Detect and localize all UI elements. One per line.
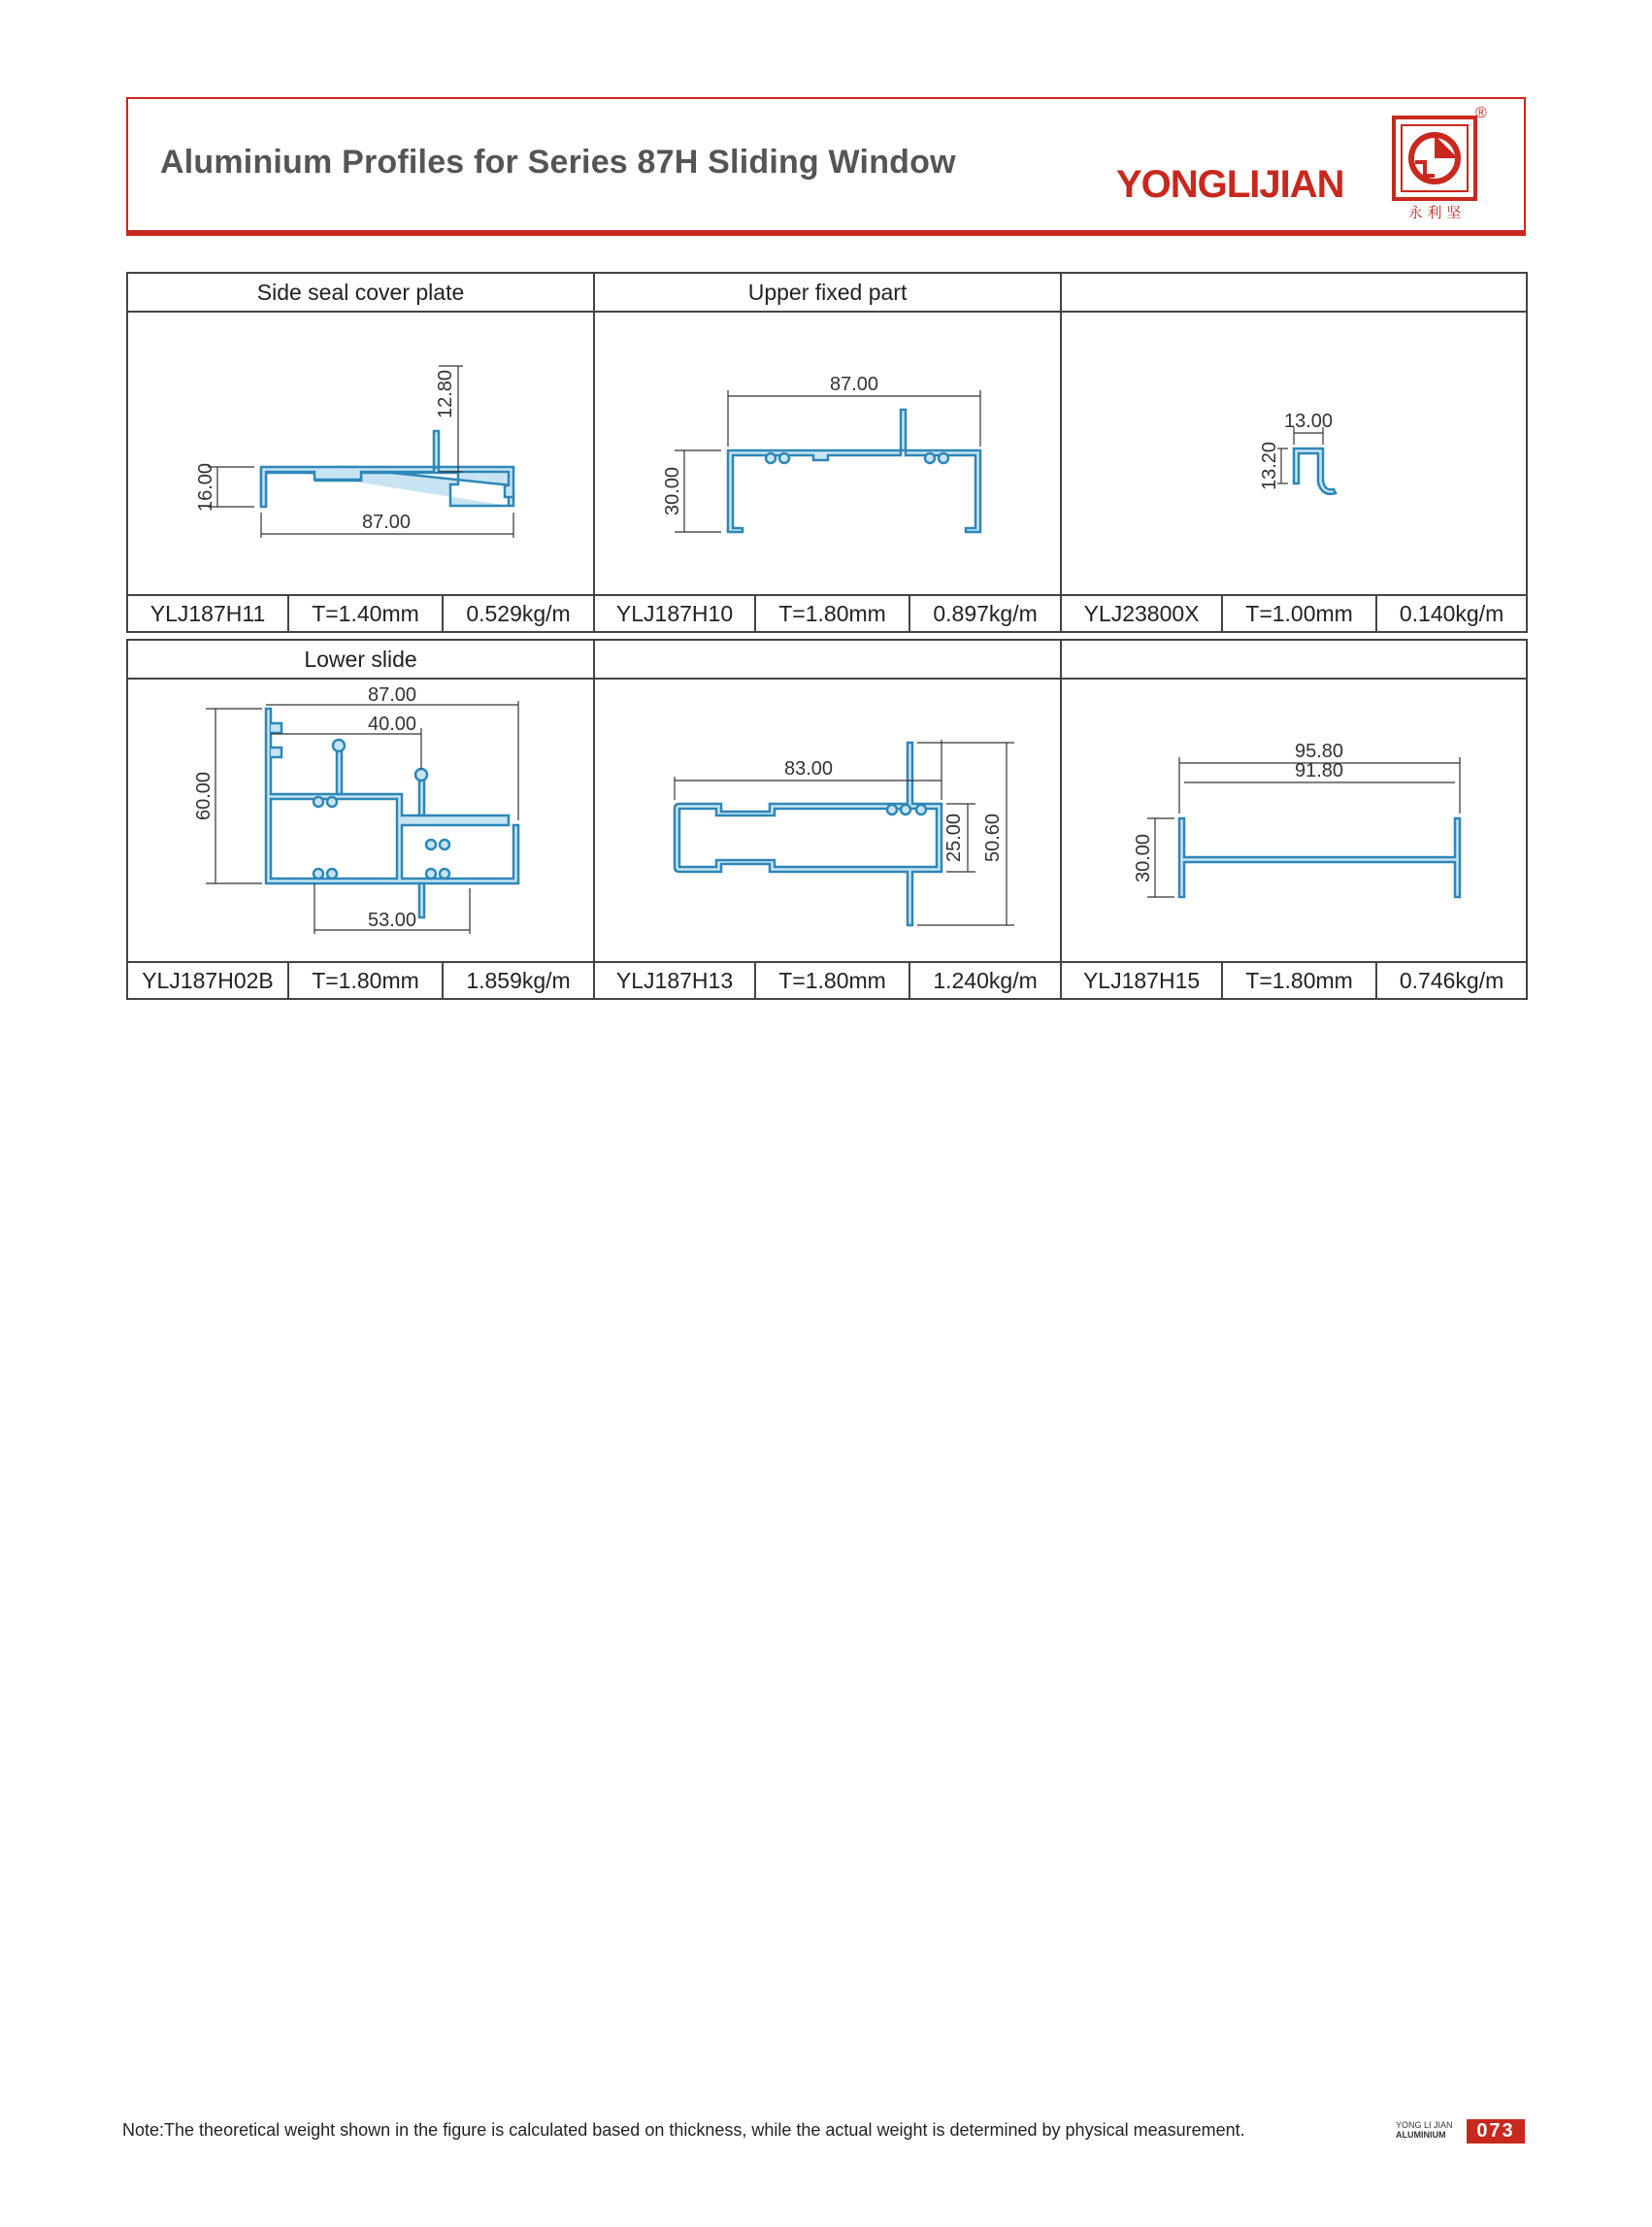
- profile-name: [594, 640, 1061, 679]
- profile-drawing-ylj187h02b: [128, 680, 592, 961]
- profile-weight: 0.746kg/m: [1376, 962, 1527, 999]
- profile-name: Side seal cover plate: [127, 273, 594, 312]
- footer-note: Note:The theoretical weight shown in the figure is calculated based on thickness, while the actual weight is determined by physical measurement.: [122, 2120, 1245, 2140]
- profile-thickness: T=1.80mm: [755, 962, 909, 999]
- footer-brand-line-1: YONG LI JIAN: [1396, 2120, 1453, 2130]
- profile-code: YLJ23800X: [1061, 595, 1222, 632]
- profile-drawing-ylj187h15: [1062, 680, 1526, 961]
- profile-drawing-ylj23800x: [1062, 313, 1526, 594]
- profile-table-row-2: [126, 639, 1528, 1000]
- profile-drawing-cell: [594, 312, 1061, 595]
- profile-drawing-ylj187h11: [128, 313, 592, 594]
- dim-height: 16.00: [195, 462, 216, 513]
- profile-code: YLJ187H13: [594, 962, 755, 999]
- profile-weight: 0.529kg/m: [443, 595, 594, 632]
- dim-width: 87.00: [830, 374, 879, 395]
- profile-drawing-cell: [127, 679, 594, 962]
- header-divider: [126, 230, 1526, 236]
- dim-height: 30.00: [662, 466, 684, 516]
- profile-drawing-cell: [127, 312, 594, 595]
- dim-width: 83.00: [784, 758, 834, 780]
- dim-width: 87.00: [367, 684, 417, 706]
- profile-thickness: T=1.80mm: [288, 962, 443, 999]
- profile-thickness: T=1.80mm: [755, 595, 909, 632]
- profile-weight: 0.897kg/m: [909, 595, 1061, 632]
- dim-width: 13.00: [1284, 411, 1334, 432]
- footer-brand-small: [1396, 2120, 1453, 2140]
- dim-inner-width: 91.80: [1295, 760, 1344, 781]
- profile-weight: 1.240kg/m: [909, 962, 1061, 999]
- footer-brand-line-2: ALUMINIUM: [1396, 2130, 1446, 2140]
- profile-drawing-cell: [594, 679, 1061, 962]
- profile-name: Lower slide: [127, 640, 594, 679]
- profile-code: YLJ187H02B: [127, 962, 288, 999]
- profile-drawing-ylj187h10: [595, 313, 1059, 594]
- page-number: 073: [1467, 2119, 1525, 2144]
- profile-thickness: T=1.40mm: [288, 595, 443, 632]
- dim-height: 13.20: [1259, 441, 1281, 491]
- dim-height: 30.00: [1133, 833, 1155, 883]
- brand-logo-icon: [1390, 114, 1479, 222]
- page-header: [126, 97, 1526, 233]
- registered-mark: ®: [1475, 105, 1487, 121]
- profile-table-row-1: [126, 272, 1528, 633]
- dim-height: 60.00: [193, 771, 215, 821]
- profile-drawing-cell: [1061, 312, 1527, 595]
- dim-width: 87.00: [361, 512, 412, 533]
- logo-chinese-text: 永 利 坚: [1407, 204, 1462, 221]
- profile-weight: 1.859kg/m: [443, 962, 594, 999]
- brand-name: YONGLIJIAN: [1116, 163, 1344, 206]
- dim-inner-height: 25.00: [943, 813, 966, 863]
- dim-outer-width: 95.80: [1295, 741, 1344, 762]
- profile-thickness: T=1.00mm: [1222, 595, 1376, 632]
- profile-name: [1061, 640, 1527, 679]
- page-title: Aluminium Profiles for Series 87H Sliding Window: [160, 144, 956, 181]
- profile-code: YLJ187H15: [1061, 962, 1222, 999]
- profile-code: YLJ187H10: [594, 595, 755, 632]
- profile-drawing-cell: [1061, 679, 1527, 962]
- dim-lip: 12.80: [435, 369, 456, 419]
- dim-outer-height: 50.60: [982, 813, 1005, 863]
- profile-thickness: T=1.80mm: [1222, 962, 1376, 999]
- dim-bottom: 53.00: [367, 910, 417, 931]
- profile-name: [1061, 273, 1527, 312]
- profile-name: Upper fixed part: [594, 273, 1061, 312]
- profile-code: YLJ187H11: [127, 595, 288, 632]
- profile-drawing-ylj187h13: [595, 680, 1059, 961]
- profile-weight: 0.140kg/m: [1376, 595, 1527, 632]
- dim-inner-width: 40.00: [367, 714, 417, 735]
